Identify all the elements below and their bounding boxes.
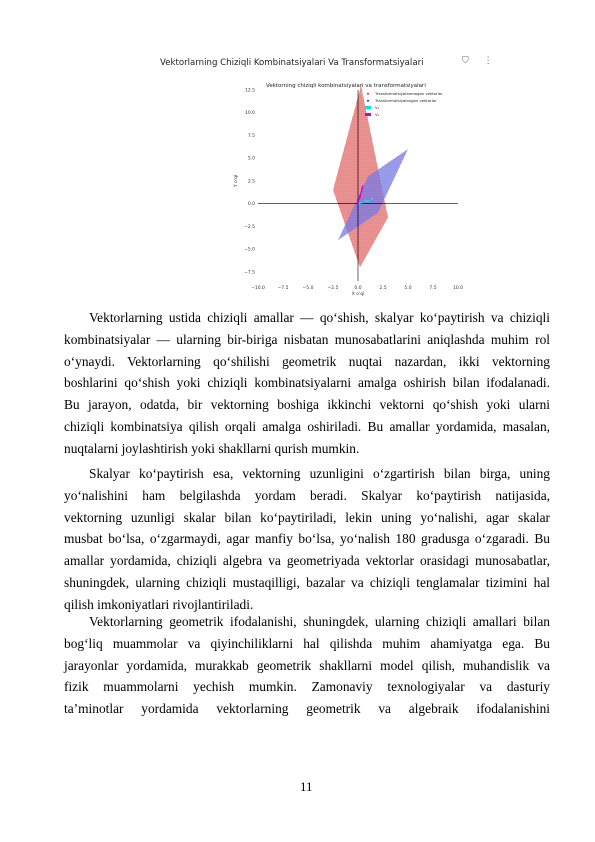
text-line: o‘ynaydi. Vektorlarning qo‘shilishi geometrik nuqtai nazardan, ikki vektorning — [64, 353, 550, 369]
text-line: jarayonlar yordamida, murakkab geometrik shakllarni model qilish, muhandislik va — [64, 657, 550, 673]
legend-label: V₂ — [375, 112, 380, 117]
text-line: shuningdek, ularning chiziqli mustaqilligi, bazalar va chiziqli tenglamalar tizimini hal — [64, 574, 550, 590]
text-line: musbat bo‘lsa, o‘zgarmaydi, agar manfiy bo‘lsa, yo‘nalish 180 gradusga o‘zgaradi. Bu — [64, 531, 550, 547]
y-tick-label: 0.0 — [247, 202, 255, 208]
y-tick-label: 12.5 — [244, 88, 255, 94]
text-line: Vektorlarning geometrik ifodalanishi, shuningdek, ularning chiziqli amallari bilan — [89, 614, 550, 629]
chart — [228, 76, 462, 296]
y-tick-label: −2.5 — [244, 224, 255, 230]
text-line: Bu jarayon, odatda, bir vektorning boshiga ikkinchi vektorni qo‘shish yoki ularni — [64, 397, 550, 413]
x-tick-label: 0.0 — [354, 286, 362, 291]
text-line: bog‘liq muammolar va qiyinchiliklarni hal qilishda muhim ahamiyatga ega. Bu — [64, 635, 550, 651]
text-line: boshlarini qo‘shish yoki chiziqli kombinatsiyalarni amalga oshirish bilan ifodalanadi. — [64, 375, 550, 391]
y-tick-label: 10.0 — [244, 111, 255, 117]
text-line: Skalyar ko‘paytirish esa, vektorning uzunligini o‘zgartirish bilan birga, uning — [89, 466, 550, 481]
x-tick-label: 5.0 — [404, 286, 412, 291]
text-line: qilish imkoniyatlari rivojlantiriladi. — [64, 596, 254, 612]
x-axis-label: X o'qi — [351, 292, 365, 297]
page-number: 11 — [300, 779, 313, 794]
x-tick-label: −7.5 — [277, 286, 289, 291]
figure-heading: Vektorlarning Chiziqli Kombinatsiyalari Va Transformatsiyalari — [160, 58, 424, 68]
legend-marker — [365, 106, 371, 109]
legend-label: V₁ — [375, 105, 380, 110]
paragraph — [64, 463, 550, 616]
x-tick-label: 7.5 — [429, 286, 437, 291]
y-tick-label: 2.5 — [247, 179, 255, 185]
x-tick-label: −2.5 — [327, 286, 339, 291]
x-tick-label: 10.0 — [452, 286, 464, 291]
x-tick-label: −5.0 — [302, 286, 314, 291]
legend-label: Transformatsiyalangan vektorlar — [375, 98, 437, 103]
paragraph — [64, 307, 550, 460]
y-tick-label: −5.0 — [244, 247, 255, 253]
y-tick-label: 5.0 — [247, 156, 255, 162]
text-line: ta’minotlar yordamida vektorlarning geometrik va algebraik ifodalanishini — [64, 701, 550, 717]
legend-marker — [365, 113, 371, 116]
filter-icon[interactable]: ⛉ — [462, 56, 469, 66]
x-tick-label: −10.0 — [251, 286, 265, 291]
text-line: fizik muammolarni yechish mumkin. Zamonaviy texnologiyalar va dasturiy — [64, 679, 550, 695]
legend-label: Transformatsiyalanmagan vektorlar — [375, 91, 443, 96]
more-icon[interactable]: ⋮ — [483, 56, 493, 66]
text-line: nuqtalarni joylashtirish yoki shakllarni qurish mumkin. — [64, 440, 360, 456]
legend-marker — [367, 93, 369, 95]
text-line: vektorning uzunligi skalar bilan ko‘paytiriladi, lekin uning yo‘nalishi, agar skalar — [64, 509, 550, 525]
figure-toolbar — [462, 56, 505, 66]
text-line: yo‘nalishini ham belgilashda yordam beradi. Skalyar ko‘paytirish natijasida, — [64, 487, 550, 503]
text-line: Vektorlarning ustida chiziqli amallar — qo‘shish, skalyar ko‘paytirish va chiziqli — [89, 310, 550, 325]
chart-title: Vektorning chiziqli kombinatsiyalari va transformatsiyalari — [266, 83, 426, 89]
text-line: chiziqli kombinatsiya qilish orqali amalga oshiriladi. Bu amallar yordamida, masalan, — [64, 418, 550, 434]
text-line: amallar yordamida, chiziqli algebra va geometriyada vektorlar orasidagi munosabatlar, — [64, 553, 550, 569]
text-line: kombinatsiyalar — ularning bir-biriga nisbatan munosabatlarini aniqlashda muhim rol — [64, 331, 550, 347]
x-tick-label: 2.5 — [379, 286, 387, 291]
y-tick-label: 7.5 — [247, 133, 255, 139]
y-axis-label: Y o'qi — [234, 174, 239, 188]
paragraph — [64, 611, 550, 720]
legend-marker — [367, 100, 369, 102]
y-tick-label: −7.5 — [244, 270, 255, 276]
